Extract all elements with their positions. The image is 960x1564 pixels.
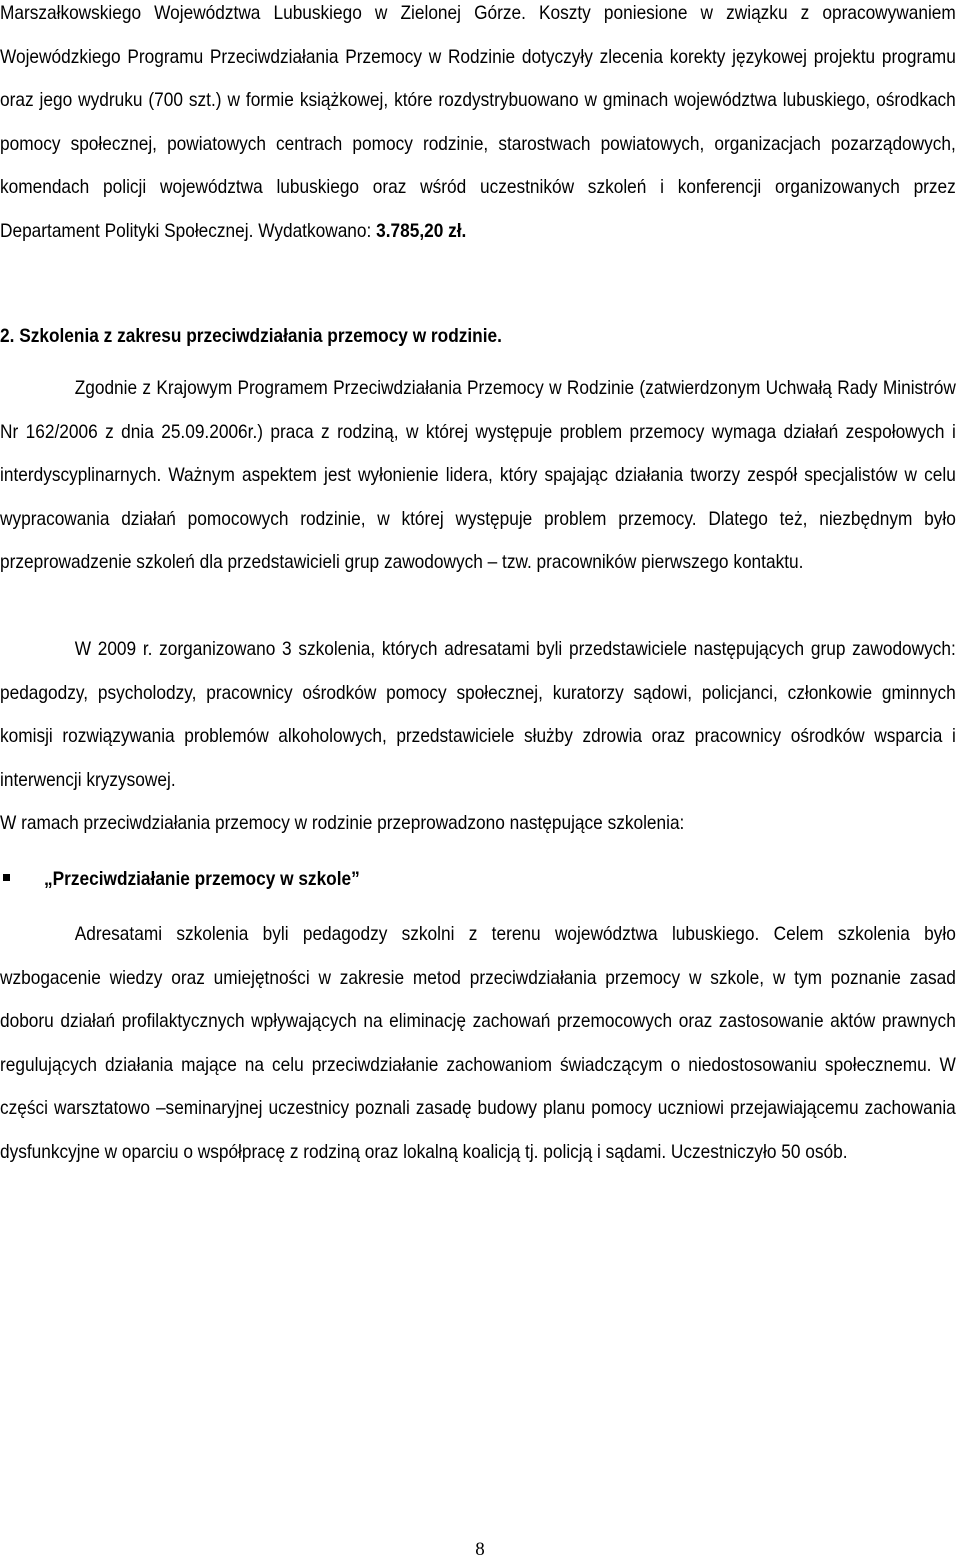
square-bullet-icon	[3, 874, 10, 881]
paragraph-zgodnie: Zgodnie z Krajowym Programem Przeciwdziałania Przemocy w Rodzinie (zatwierdzonym Uchwałą Rady Ministrów Nr 162/2006 z dnia 25.09.2006r.) praca z rodziną, w której występuje problem przemocy wymaga działań zespołowych i interdyscyplinarnych. Ważnym aspektem jest wyłonienie lidera, który spajając działania tworzy zespół specjalistów w celu wypracowania działań pomocowych rodzinie, w której występuje problem przemocy. Dlatego też, niezbędnym było przeprowadzenie szkoleń dla przedstawicieli grup zawodowych – tzw. pracowników pierwszego kontaktu.	[0, 378, 956, 574]
bullet-item	[0, 858, 960, 902]
paragraph-adresatami: Adresatami szkolenia byli pedagodzy szkolni z terenu województwa lubuskiego. Celem szkolenia było wzbogacenie wiedzy oraz umiejętności w zakresie metod przeciwdziałania przemocy w szkole, w tym poznanie zasad doboru działań profilaktycznych wpływających na eliminację zachowań przemocowych oraz zastosowanie aktów prawnych regulujących działania mające na celu przeciwdziałanie zachowaniom świadczącym o niedostosowaniu społecznemu. W części warsztatowo –seminaryjnej uczestnicy poznali zasadę budowy planu pomocy uczniowi przejawiającemu zachowania dysfunkcyjne w oparciu o współpracę z rodziną oraz lokalną koalicją tj. policją i sądami. Uczestniczyło 50 osób.	[0, 924, 956, 1163]
paragraph-cost	[0, 0, 956, 254]
paragraph-w2009: W 2009 r. zorganizowano 3 szkolenia, których adresatami byli przedstawiciele następujących grup zawodowych: pedagodzy, psycholodzy, pracownicy ośrodków pomocy społecznej, kuratorzy sądowi, policjanci, członkowie gminnych komisji rozwiązywania problemów alkoholowych, przedstawiciele służby zdrowia oraz pracownicy ośrodków wsparcia i interwencji kryzysowej.	[0, 639, 956, 791]
paragraph-cost-text: Marszałkowskiego Województwa Lubuskiego w Zielonej Górze. Koszty poniesione w związku z opracowywaniem Wojewódzkiego Programu Przeciwdziałania Przemocy w Rodzinie dotyczyły zlecenia korekty językowej projektu programu oraz jego wydruku (700 szt.) w formie książkowej, które rozdystrybuowano w gminach województwa lubuskiego, ośrodkach pomocy społecznej, powiatowych centrach pomocy rodzinie, starostwach powiatowych, organizacjach pozarządowych, komendach policji województwa lubuskiego oraz wśród uczestników szkoleń i konferencji organizowanych przez Departament Polityki Społecznej. Wydatkowano:	[0, 3, 956, 242]
page-number: 8	[475, 1539, 485, 1560]
paragraph-w-ramach: W ramach przeciwdziałania przemocy w rodzinie przeprowadzono następujące szkolenia:	[0, 813, 685, 834]
cost-amount: 3.785,20 zł.	[376, 220, 467, 242]
bullet-title: „Przeciwdziałanie przemocy w szkole”	[44, 869, 360, 890]
section-heading: 2. Szkolenia z zakresu przeciwdziałania przemocy w rodzinie.	[0, 326, 502, 347]
